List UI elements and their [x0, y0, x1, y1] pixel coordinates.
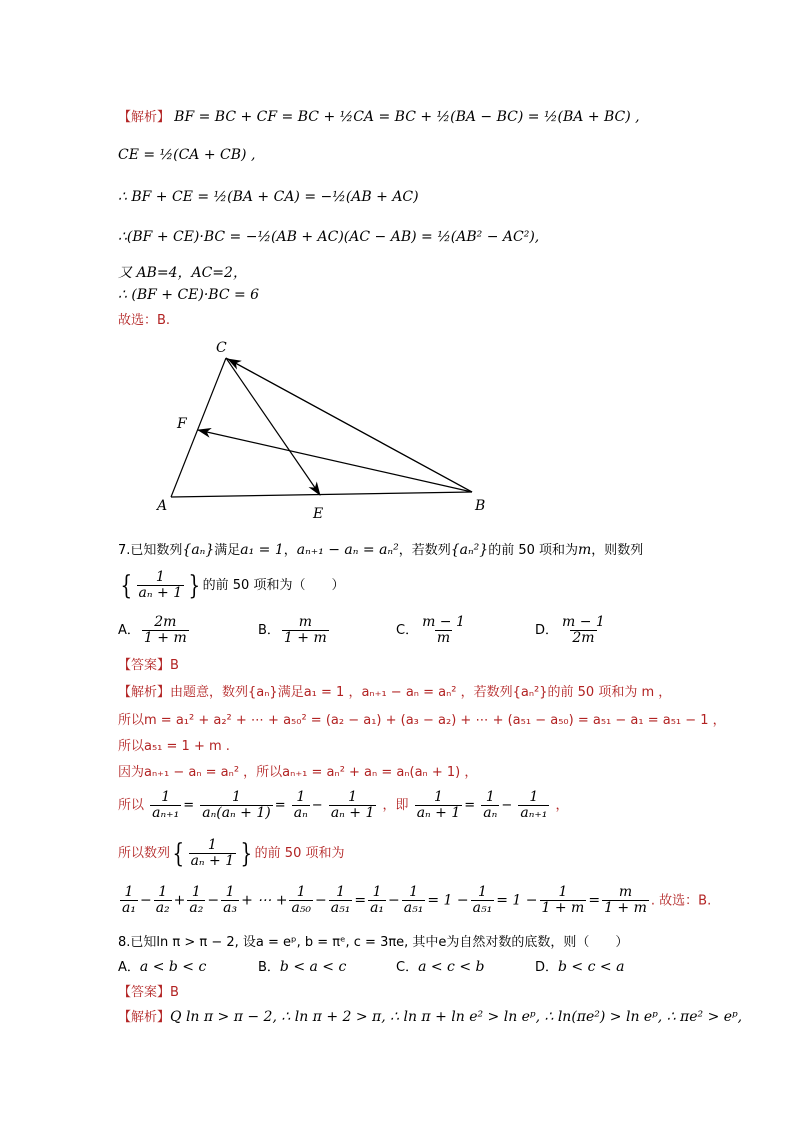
solution6-line4: ∴(BF + CE)·BC = −½(AB + AC)(AC − AB) = ½(AB² − AC²),: [118, 229, 540, 245]
solution6-line3: ∴ BF + CE = ½(BA + CA) = −½(AB + AC): [118, 189, 419, 205]
solution6-line1: [118, 108, 640, 127]
label-f: F: [177, 416, 187, 432]
side-ac: [171, 358, 226, 497]
vector-bc: [228, 359, 472, 492]
q7-answer: 【答案】B: [118, 658, 179, 673]
solution6-choice: 故选：B.: [118, 313, 171, 328]
q7-stem: [118, 541, 643, 560]
q8-analysis-1: 【解析】Q ln π > π − 2, ∴ ln π + 2 > π, ∴ ln π + ln e² > ln eᵖ, ∴ ln(πe²) > ln eᵖ, ∴ πe² > eᵖ,: [118, 1009, 743, 1025]
q7-cond2: aₙ₊₁ − aₙ = aₙ²: [296, 542, 399, 558]
q7-comma: ，: [283, 543, 297, 558]
analysis-tag: 【解析】: [118, 110, 171, 125]
q7-m: m: [578, 542, 592, 558]
label-a: A: [157, 498, 168, 514]
q7-analysis-6: 所以数列{ $\frac{1}{\text{aₙ + 1}}$ } 的前 50 项和为: [118, 837, 345, 869]
side-ab: [171, 492, 472, 497]
q7-seq2: {aₙ²}: [450, 542, 489, 558]
q7-analysis-2: 所以m = a₁² + a₂² + ⋯ + a₅₀² = (a₂ − a₁) + (a₃ − a₂) + ⋯ + (a₅₁ − a₅₀) = a₅₁ − a₁ = a₅₁ − 1 ，: [118, 713, 726, 728]
vector-ce: [226, 358, 320, 495]
label-c: C: [216, 340, 227, 356]
q8-option-d[interactable]: D．b < c < a: [535, 959, 625, 975]
vector-bf: [198, 430, 472, 492]
q8-option-b[interactable]: B．b < a < c: [258, 959, 347, 975]
q7-option-b[interactable]: B． $\frac{m}{1 + m}$: [258, 614, 327, 646]
q7-option-c[interactable]: C． $\frac{m - 1}{m}$: [396, 614, 465, 646]
q8-answer: 【答案】B: [118, 985, 179, 1000]
q7-analysis-4: 因为aₙ₊₁ − aₙ = aₙ² ，所以aₙ₊₁ = aₙ² + aₙ = aₙ(aₙ + 1) ，: [118, 765, 478, 780]
math-expression: BF = BC + CF = BC + ½CA = BC + ½(BA − BC) = ½(BA + BC) ,: [174, 109, 640, 125]
solution6-line2: CE = ½(CA + CB) ,: [118, 147, 256, 163]
q7-mid3: 的前 50 项和为: [488, 543, 578, 558]
label-b: B: [475, 498, 486, 514]
q7-analysis-3: 所以a₅₁ = 1 + m .: [118, 739, 230, 754]
q7-mid2: ，若数列: [398, 543, 451, 558]
q7-option-d[interactable]: D． $\frac{m - 1}{2m}$: [535, 614, 605, 646]
q8-option-c[interactable]: C．a < c < b: [396, 959, 485, 975]
q7-cond1: a₁ = 1: [240, 542, 284, 558]
q7-stem-end: 的前 50 项和为（ ）: [202, 578, 345, 593]
side-bc: [226, 358, 472, 492]
q8-option-a[interactable]: A．a < b < c: [118, 959, 207, 975]
q7-fraction: $\frac{1}{\text{aₙ + 1}}$: [138, 569, 183, 601]
solution6-line6: ∴ (BF + CE)·BC = 6: [118, 287, 260, 303]
label-e: E: [313, 506, 324, 522]
q7-analysis-7: $\frac{1}{\text{a₁}}$ − $\frac{1}{\text{a₂}}$ + $\frac{1}{\text{a₂}}$ − $\frac{1}{\text{a₃}}$ + ⋯ + $\frac{1}{\text{a₅₀}}$ − $\frac{1}{\text{a₅₁}}$ = $\frac{1}{\text{a₁}}$ − $\frac{1}{\text{a₅₁}}$ = 1 − $\frac{1}{\text{a₅₁}}$ = 1 − $\frac{1}{1 + m}$ = $\frac{m}{1 + m}$ . 故选：B.: [122, 884, 712, 916]
q7-analysis-5: 所以 $\frac{1}{\text{aₙ₊₁}}$ = $\frac{1}{\text{aₙ(aₙ + 1)}}$ = $\frac{1}{\text{aₙ}}$ − $\frac{1}{\text{aₙ + 1}}$ ，即 $\frac{1}{\text{aₙ + 1}}$ = $\frac{1}{\text{aₙ}}$ − $\frac{1}{\text{aₙ₊₁}}$ ，: [118, 789, 569, 821]
q7-prefix: 7.已知数列: [118, 543, 183, 558]
solution6-line5: 又 AB=4，AC=2，: [118, 265, 247, 281]
q7-stem-line2: { $\frac{1}{\text{aₙ + 1}}$ } 的前 50 项和为（ ）: [120, 569, 345, 601]
q8-stem: 8.已知ln π > π − 2, 设a = eᵖ, b = πᵉ, c = 3πe, 其中e为自然对数的底数，则（ ）: [118, 935, 629, 950]
q7-option-a[interactable]: A． $\frac{2m}{1 + m}$: [118, 614, 187, 646]
q7-mid4: ，则数列: [591, 543, 644, 558]
q7-mid1: 满足: [214, 543, 241, 558]
q7-seq: {aₙ}: [182, 542, 215, 558]
q7-analysis-1: 【解析】由题意，数列{aₙ}满足a₁ = 1 ，aₙ₊₁ − aₙ = aₙ² ，若数列{aₙ²}的前 50 项和为 m ，: [118, 685, 672, 700]
